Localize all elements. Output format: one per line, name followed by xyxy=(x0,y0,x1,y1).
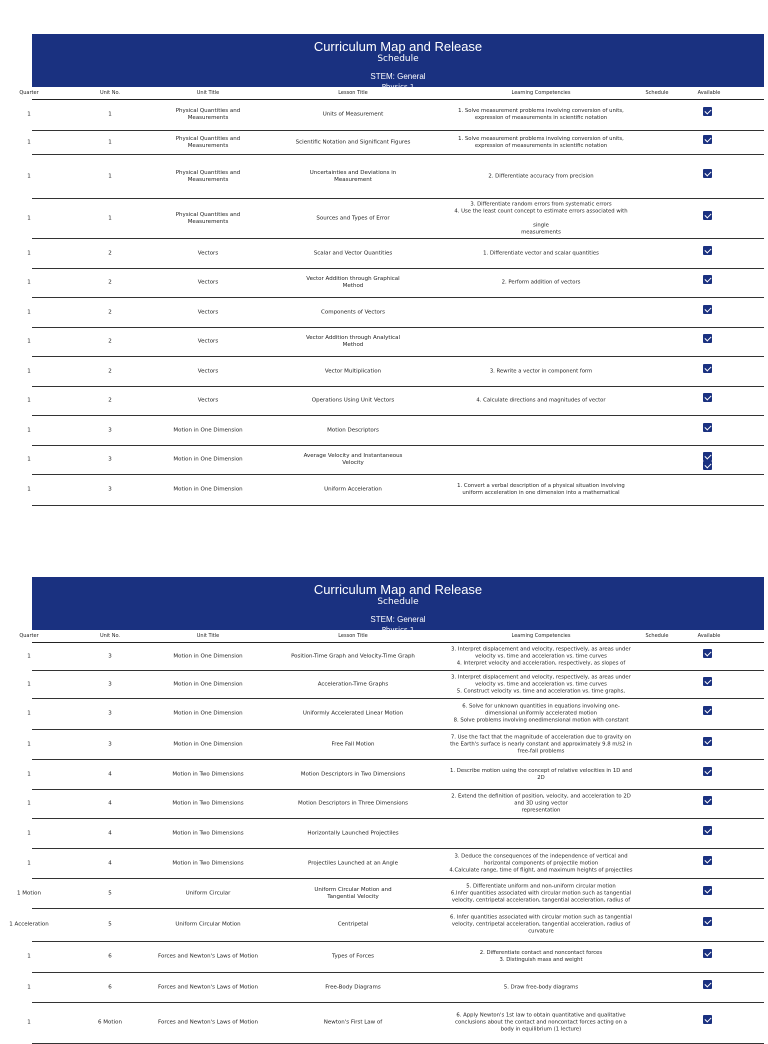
available-checkbox-icon[interactable] xyxy=(703,949,712,958)
quarter-cell: 1 xyxy=(27,338,31,345)
available-checkbox-icon[interactable] xyxy=(703,246,712,255)
available-checkbox-icon[interactable] xyxy=(703,211,712,220)
unit-title-cell: Forces and Newton's Laws of Motion xyxy=(158,1019,258,1026)
unit-number-cell: 4 xyxy=(108,830,112,836)
table-row xyxy=(27,387,764,416)
quarter-cell: 1 xyxy=(27,800,31,807)
available-checkbox-icon[interactable] xyxy=(703,737,712,746)
quarter-cell: 1 xyxy=(27,984,31,990)
quarter-cell: 1 xyxy=(27,953,31,960)
available-checkbox-icon[interactable] xyxy=(703,275,712,284)
unit-title-cell: Motion in One Dimension xyxy=(173,710,243,717)
learning-competencies-cell: 5. Draw free-body diagrams xyxy=(503,984,579,990)
unit-title-cell: Physical Quantities and Measurements xyxy=(175,135,241,149)
quarter-cell: 1 xyxy=(27,771,31,777)
unit-title-cell: Forces and Newton's Laws of Motion xyxy=(158,984,258,990)
quarter-cell: 1 xyxy=(27,830,31,836)
header-available: Available xyxy=(697,90,721,96)
unit-number-cell: 3 xyxy=(108,486,112,493)
table-row xyxy=(27,446,764,475)
table-row xyxy=(27,1003,764,1044)
available-checkbox-icon[interactable] xyxy=(703,917,712,926)
table-row xyxy=(27,699,764,730)
header-unit-no: Unit No. xyxy=(99,90,121,96)
table-row xyxy=(27,973,764,1003)
learning-competencies-cell: 3. Interpret displacement and velocity, respectively, as areas under velocity vs. time and acceleration vs. time curves 4. Interpret velocity and acceleration, respectively, as slopes of xyxy=(451,646,631,666)
unit-number-cell: 4 xyxy=(108,860,112,866)
table-row xyxy=(27,760,764,790)
unit-number-cell: 3 xyxy=(108,427,112,433)
unit-number-cell: 2 xyxy=(108,250,112,256)
unit-title-cell: Vectors xyxy=(197,368,219,374)
lesson-title-cell: Motion Descriptors in Two Dimensions xyxy=(300,771,406,777)
unit-title-cell: Physical Quantities and Measurements xyxy=(175,108,241,121)
unit-title-cell: Motion in One Dimension xyxy=(173,741,243,747)
header-learning-competencies: Learning Competencies xyxy=(511,90,571,96)
quarter-cell: 1 xyxy=(27,139,31,145)
quarter-cell: 1 xyxy=(27,860,31,866)
header-unit-no: Unit No. xyxy=(99,633,121,639)
header-unit-title: Unit Title xyxy=(196,633,220,639)
unit-number-cell: 1 xyxy=(108,111,112,118)
quarter-cell: 1 Motion xyxy=(17,890,41,896)
learning-competencies-cell: 5. Differentiate uniform and non-uniform circular motion 6.Infer quantities associated with circular motion such as tangential velocity, centripetal acceleration, tangential acceleration, radius of xyxy=(450,883,632,903)
unit-number-cell: 4 xyxy=(108,771,112,777)
header-available: Available xyxy=(697,633,721,639)
unit-title-cell: Forces and Newton's Laws of Motion xyxy=(158,953,258,960)
table-row xyxy=(27,819,764,849)
quarter-cell: 1 xyxy=(27,215,31,221)
lesson-title-cell: Newton's First Law of xyxy=(323,1019,383,1026)
available-checkbox-icon[interactable] xyxy=(703,677,712,686)
unit-title-cell: Vectors xyxy=(197,397,219,404)
quarter-cell: 1 xyxy=(27,1019,31,1026)
available-checkbox-icon[interactable] xyxy=(703,826,712,835)
available-checkbox-icon[interactable] xyxy=(703,423,712,432)
header-schedule: Schedule xyxy=(645,90,669,96)
lesson-title-cell: Scalar and Vector Quantities xyxy=(313,250,393,256)
available-checkbox-icon[interactable] xyxy=(703,856,712,865)
unit-number-cell: 4 xyxy=(108,800,112,807)
unit-number-cell: 3 xyxy=(108,653,112,659)
unit-number-cell: 3 xyxy=(108,710,112,717)
learning-competencies-cell: 1. Convert a verbal description of a physical situation involving uniform acceleration in one dimension into a mathematical xyxy=(457,483,625,496)
unit-number-cell: 2 xyxy=(108,368,112,374)
lesson-title-cell: Types of Forces xyxy=(331,953,375,960)
available-checkbox-icon[interactable] xyxy=(703,461,712,470)
learning-competencies-cell: 1. Solve measurement problems involving conversion of units, expression of measurements in scientific notation xyxy=(458,108,624,121)
lesson-title-cell: Horizontally Launched Projectiles xyxy=(307,830,399,836)
header-unit-title: Unit Title xyxy=(196,90,220,96)
unit-title-cell: Motion in One Dimension xyxy=(173,456,243,463)
unit-title-cell: Motion in One Dimension xyxy=(173,681,243,687)
lesson-title-cell: Free Fall Motion xyxy=(331,741,375,747)
available-checkbox-icon[interactable] xyxy=(703,706,712,715)
unit-number-cell: 2 xyxy=(108,279,112,286)
unit-number-cell: 1 xyxy=(108,173,112,179)
table-row xyxy=(27,239,764,269)
page-2-title-overflow: Schedule xyxy=(377,597,419,607)
table-row xyxy=(27,357,764,387)
unit-number-cell: 1 xyxy=(108,139,112,145)
unit-number-cell: 3 xyxy=(108,456,112,463)
quarter-cell: 1 Acceleration xyxy=(9,921,49,928)
table-row xyxy=(27,269,764,298)
learning-competencies-cell: 1. Solve measurement problems involving conversion of units, expression of measurements in scientific notation xyxy=(458,135,624,149)
unit-number-cell: 3 xyxy=(108,741,112,747)
unit-title-cell: Vectors xyxy=(197,250,219,256)
page-1-title-overflow: Schedule xyxy=(377,54,419,64)
lesson-title-cell: Motion Descriptors in Three Dimensions xyxy=(298,800,408,807)
page-1-banner xyxy=(32,34,764,91)
page-1-subtitle: STEM: General xyxy=(370,72,426,81)
lesson-title-cell: Components of Vectors xyxy=(321,309,385,315)
page-1-subtitle-overflow: Physics 1 xyxy=(381,83,415,91)
quarter-cell: 1 xyxy=(27,279,31,286)
available-checkbox-icon[interactable] xyxy=(703,305,712,314)
lesson-title-cell: Uncertainties and Deviations in Measurement xyxy=(309,169,397,183)
unit-number-cell: 2 xyxy=(108,309,112,315)
learning-competencies-cell: 2. Perform addition of vectors xyxy=(501,279,581,286)
table-row xyxy=(9,909,764,942)
header-lesson-title: Lesson Title xyxy=(338,633,368,639)
table-row xyxy=(27,942,764,973)
page-2-subtitle: STEM: General xyxy=(370,615,426,624)
unit-title-cell: Physical Quantities and Measurements xyxy=(175,169,241,183)
table-row xyxy=(27,643,764,671)
available-checkbox-icon[interactable] xyxy=(703,334,712,343)
available-checkbox-icon[interactable] xyxy=(703,169,712,178)
quarter-cell: 1 xyxy=(27,309,31,315)
lesson-title-cell: Acceleration-Time Graphs xyxy=(317,681,389,687)
unit-title-cell: Motion in Two Dimensions xyxy=(172,830,244,836)
unit-title-cell: Motion in Two Dimensions xyxy=(172,800,244,807)
lesson-title-cell: Projectiles Launched at an Angle xyxy=(308,860,398,866)
lesson-title-cell: Sources and Types of Error xyxy=(316,215,390,221)
lesson-title-cell: Uniformly Accelerated Linear Motion xyxy=(302,710,404,717)
unit-title-cell: Vectors xyxy=(197,338,219,345)
lesson-title-cell: Centripetal xyxy=(337,921,369,928)
quarter-cell: 1 xyxy=(27,456,31,463)
unit-title-cell: Motion in Two Dimensions xyxy=(172,860,244,866)
header-lesson-title: Lesson Title xyxy=(338,90,368,96)
unit-title-cell: Vectors xyxy=(197,279,219,286)
lesson-title-cell: Vector Multiplication xyxy=(324,368,382,374)
page-1 xyxy=(19,34,764,506)
quarter-cell: 1 xyxy=(27,653,31,659)
learning-competencies-cell: 2. Differentiate accuracy from precision xyxy=(488,173,594,179)
available-checkbox-icon[interactable] xyxy=(703,393,712,402)
available-checkbox-icon[interactable] xyxy=(703,886,712,895)
table-row xyxy=(27,416,764,446)
unit-number-cell: 1 xyxy=(108,215,112,221)
quarter-cell: 1 xyxy=(27,368,31,374)
unit-title-cell: Motion in One Dimension xyxy=(173,486,243,493)
quarter-cell: 1 xyxy=(27,486,31,493)
unit-number-cell: 5 xyxy=(108,921,112,928)
page-2-table-body xyxy=(9,643,764,1044)
page-2 xyxy=(9,577,764,1044)
page-2-title: Curriculum Map and Release xyxy=(313,582,483,597)
learning-competencies-cell: 6. Infer quantities associated with circular motion such as tangential velocity, centripetal acceleration, tangential acceleration, radius of curvature xyxy=(450,914,632,935)
quarter-cell: 1 xyxy=(27,681,31,687)
learning-competencies-cell: 3. Rewrite a vector in component form xyxy=(489,368,593,374)
quarter-cell: 1 xyxy=(27,397,31,404)
unit-number-cell: 6 xyxy=(108,953,112,960)
learning-competencies-cell: 2. Differentiate contact and noncontact forces 3. Distinguish mass and weight xyxy=(479,950,603,963)
table-row xyxy=(27,155,764,199)
learning-competencies-cell: 1. Describe motion using the concept of relative velocities in 1D and 2D xyxy=(450,767,632,781)
unit-number-cell: 5 xyxy=(108,890,112,896)
page-1-title: Curriculum Map and Release xyxy=(313,39,483,54)
page-2-banner xyxy=(32,577,764,634)
available-checkbox-icon[interactable] xyxy=(703,649,712,658)
table-row xyxy=(27,298,764,328)
available-checkbox-icon[interactable] xyxy=(703,767,712,776)
quarter-cell: 1 xyxy=(27,427,31,433)
lesson-title-cell: Uniform Circular Motion and Tangential Velocity xyxy=(314,886,392,900)
header-schedule: Schedule xyxy=(645,633,669,639)
header-quarter: Quarter xyxy=(19,633,39,639)
page-2-header-row xyxy=(19,630,764,643)
lesson-title-cell: Vector Addition through Graphical Method xyxy=(306,276,400,289)
unit-title-cell: Physical Quantities and Measurements xyxy=(175,211,241,225)
lesson-title-cell: Vector Addition through Analytical Method xyxy=(305,335,401,348)
quarter-cell: 1 xyxy=(27,741,31,747)
page-1-header-row xyxy=(19,87,764,100)
unit-number-cell: 3 xyxy=(108,681,112,687)
lesson-title-cell: Scientific Notation and Significant Figures xyxy=(295,139,411,145)
available-checkbox-icon[interactable] xyxy=(703,452,712,461)
available-checkbox-icon[interactable] xyxy=(703,107,712,116)
learning-competencies-cell: 1. Differentiate vector and scalar quantities xyxy=(483,250,599,256)
learning-competencies-cell: 4. Calculate directions and magnitudes of vector xyxy=(476,397,606,404)
unit-number-cell: 2 xyxy=(108,397,112,404)
header-learning-competencies: Learning Competencies xyxy=(511,633,571,639)
available-checkbox-icon[interactable] xyxy=(703,796,712,805)
learning-competencies-cell: 6. Apply Newton's 1st law to obtain quantitative and qualitative conclusions about the contact and noncontact forces acting on a body in equilibrium (1 lecture) xyxy=(455,1012,627,1033)
available-checkbox-icon[interactable] xyxy=(703,364,712,373)
table-row xyxy=(27,328,764,357)
learning-competencies-cell: 2. Extend the definition of position, velocity, and acceleration to 2D and 3D using vector representation xyxy=(451,793,631,814)
unit-title-cell: Vectors xyxy=(197,309,219,315)
table-row xyxy=(27,849,764,879)
table-row xyxy=(27,131,764,155)
header-quarter: Quarter xyxy=(19,90,39,96)
lesson-title-cell: Position-Time Graph and Velocity-Time Graph xyxy=(291,653,415,659)
available-checkbox-icon[interactable] xyxy=(703,980,712,989)
table-row xyxy=(27,790,764,819)
quarter-cell: 1 xyxy=(27,710,31,717)
unit-title-cell: Motion in One Dimension xyxy=(173,653,243,659)
table-row xyxy=(17,879,764,909)
unit-number-cell: 2 xyxy=(108,338,112,345)
unit-title-cell: Motion in Two Dimensions xyxy=(172,771,244,777)
learning-competencies-cell: 3. Differentiate random errors from systematic errors 4. Use the least count concept to estimate errors associated with single measurements xyxy=(454,201,628,235)
lesson-title-cell: Uniform Acceleration xyxy=(324,486,382,493)
lesson-title-cell: Operations Using Unit Vectors xyxy=(311,397,395,404)
quarter-cell: 1 xyxy=(27,250,31,256)
learning-competencies-cell: 3. Deduce the consequences of the independence of vertical and horizontal components of projectile motion 4.Calculate range, time of flight, and maximum heights of projectiles xyxy=(449,853,633,873)
table-row xyxy=(27,730,764,760)
unit-number-cell: 6 Motion xyxy=(98,1019,122,1026)
available-checkbox-icon[interactable] xyxy=(703,1015,712,1024)
learning-competencies-cell: 6. Solve for unknown quantities in equations involving one- dimensional uniformly accelerated motion 8. Solve problems involving onedimensional motion with constant xyxy=(453,703,629,724)
table-row xyxy=(27,475,764,506)
quarter-cell: 1 xyxy=(27,111,31,118)
learning-competencies-cell: 7. Use the fact that the magnitude of acceleration due to gravity on the Earth's surface is nearly constant and approximately 9.8 m/s2 in free-fall problems xyxy=(450,734,632,754)
learning-competencies-cell: 3. Interpret displacement and velocity, respectively, as areas under velocity vs. time and acceleration vs. time curves 5. Construct velocity vs. time and acceleration vs. time graphs, xyxy=(451,674,631,694)
lesson-title-cell: Free-Body Diagrams xyxy=(325,984,381,990)
quarter-cell: 1 xyxy=(27,173,31,179)
page-1-table-body xyxy=(27,100,764,506)
available-checkbox-icon[interactable] xyxy=(703,135,712,144)
lesson-title-cell: Units of Measurement xyxy=(322,111,384,118)
lesson-title-cell: Motion Descriptors xyxy=(327,427,379,433)
page-2-subtitle-overflow: Physics 1 xyxy=(381,626,415,634)
lesson-title-cell: Average Velocity and Instantaneous Velocity xyxy=(303,453,403,466)
table-row xyxy=(27,671,764,699)
unit-number-cell: 6 xyxy=(108,984,112,990)
unit-title-cell: Uniform Circular Motion xyxy=(175,921,241,928)
unit-title-cell: Uniform Circular xyxy=(185,890,231,896)
unit-title-cell: Motion in One Dimension xyxy=(173,427,243,433)
table-row xyxy=(27,100,764,131)
table-row xyxy=(27,199,764,239)
